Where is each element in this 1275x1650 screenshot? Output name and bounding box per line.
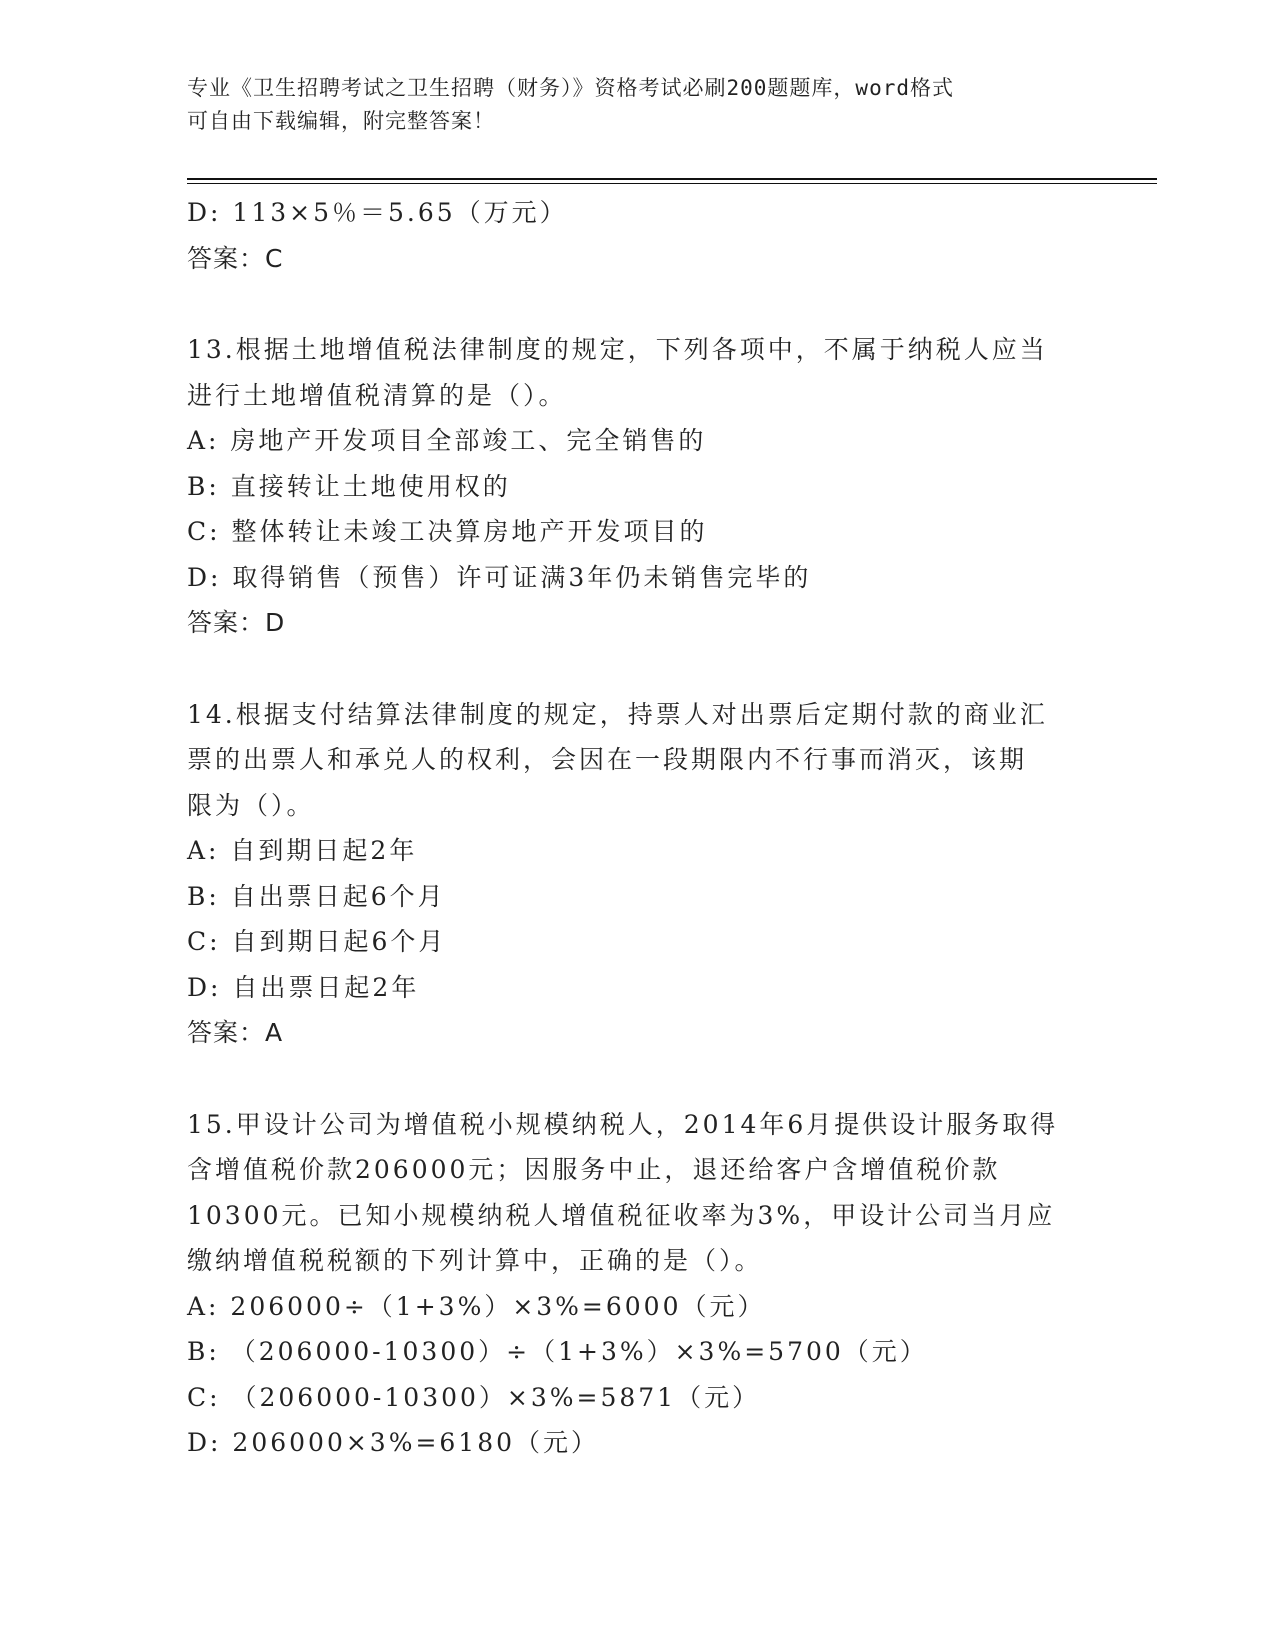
question-15 [187, 1102, 1087, 1466]
option-d: D: 113×5％＝5.65（万元） [187, 198, 568, 227]
answer: 答案：C [187, 243, 284, 273]
question-stem-line: 票的出票人和承兑人的权利，会因在一段期限内不行事而消灭，该期 [187, 745, 1028, 774]
question-stem-line: 14.根据支付结算法律制度的规定，持票人对出票后定期付款的商业汇 [187, 699, 1048, 729]
option-b: B: （206000-10300）÷（1+3%）×3%=5700（元） [187, 1337, 928, 1366]
option-a: A: 自到期日起2年 [187, 836, 418, 865]
header-rule-thin [187, 183, 1157, 184]
question-stem-line: 限为（）。 [187, 790, 315, 820]
question-stem-line: 缴纳增值税税额的下列计算中，正确的是（）。 [187, 1246, 763, 1275]
question-stem-line: 含增值税价款206000元；因服务中止，退还给客户含增值税价款 [187, 1155, 1001, 1184]
option-c: C: 自到期日起6个月 [187, 927, 447, 956]
option-a: A: 206000÷（1+3%）×3%=6000（元） [187, 1291, 766, 1321]
question-14 [187, 692, 1087, 1056]
answer: 答案：A [187, 1018, 284, 1047]
question-13 [187, 327, 1087, 646]
question-stem-line: 15.甲设计公司为增值税小规模纳税人，2014年6月提供设计服务取得 [187, 1109, 1059, 1139]
question-stem-line: 13.根据土地增值税法律制度的规定，下列各项中，不属于纳税人应当 [187, 335, 1048, 364]
header-line-1: 专业《卫生招聘考试之卫生招聘（财务）》资格考试必刷200题题库，word格式 [187, 76, 954, 100]
question-stem-line: 10300元。已知小规模纳税人增值税征收率为3%，甲设计公司当月应 [187, 1200, 1056, 1230]
document-header [187, 72, 1057, 138]
option-d: D: 取得销售（预售）许可证满3年仍未销售完毕的 [187, 562, 812, 592]
header-line-2: 可自由下载编辑，附完整答案！ [187, 109, 495, 133]
option-a: A: 房地产开发项目全部竣工、完全销售的 [187, 426, 707, 455]
option-b: B: 自出票日起6个月 [187, 881, 446, 911]
option-b: B: 直接转让土地使用权的 [187, 471, 511, 501]
option-c: C: （206000-10300）×3%=5871（元） [187, 1382, 761, 1412]
option-c: C: 整体转让未竣工决算房地产开发项目的 [187, 517, 708, 546]
option-d: D: 自出票日起2年 [187, 972, 420, 1002]
answer: 答案：D [187, 608, 286, 637]
page-content [187, 190, 1087, 1466]
question-stem-line: 进行土地增值税清算的是（）。 [187, 380, 567, 410]
option-d: D: 206000×3%=6180（元） [187, 1428, 600, 1457]
header-rule-thick [187, 178, 1157, 180]
